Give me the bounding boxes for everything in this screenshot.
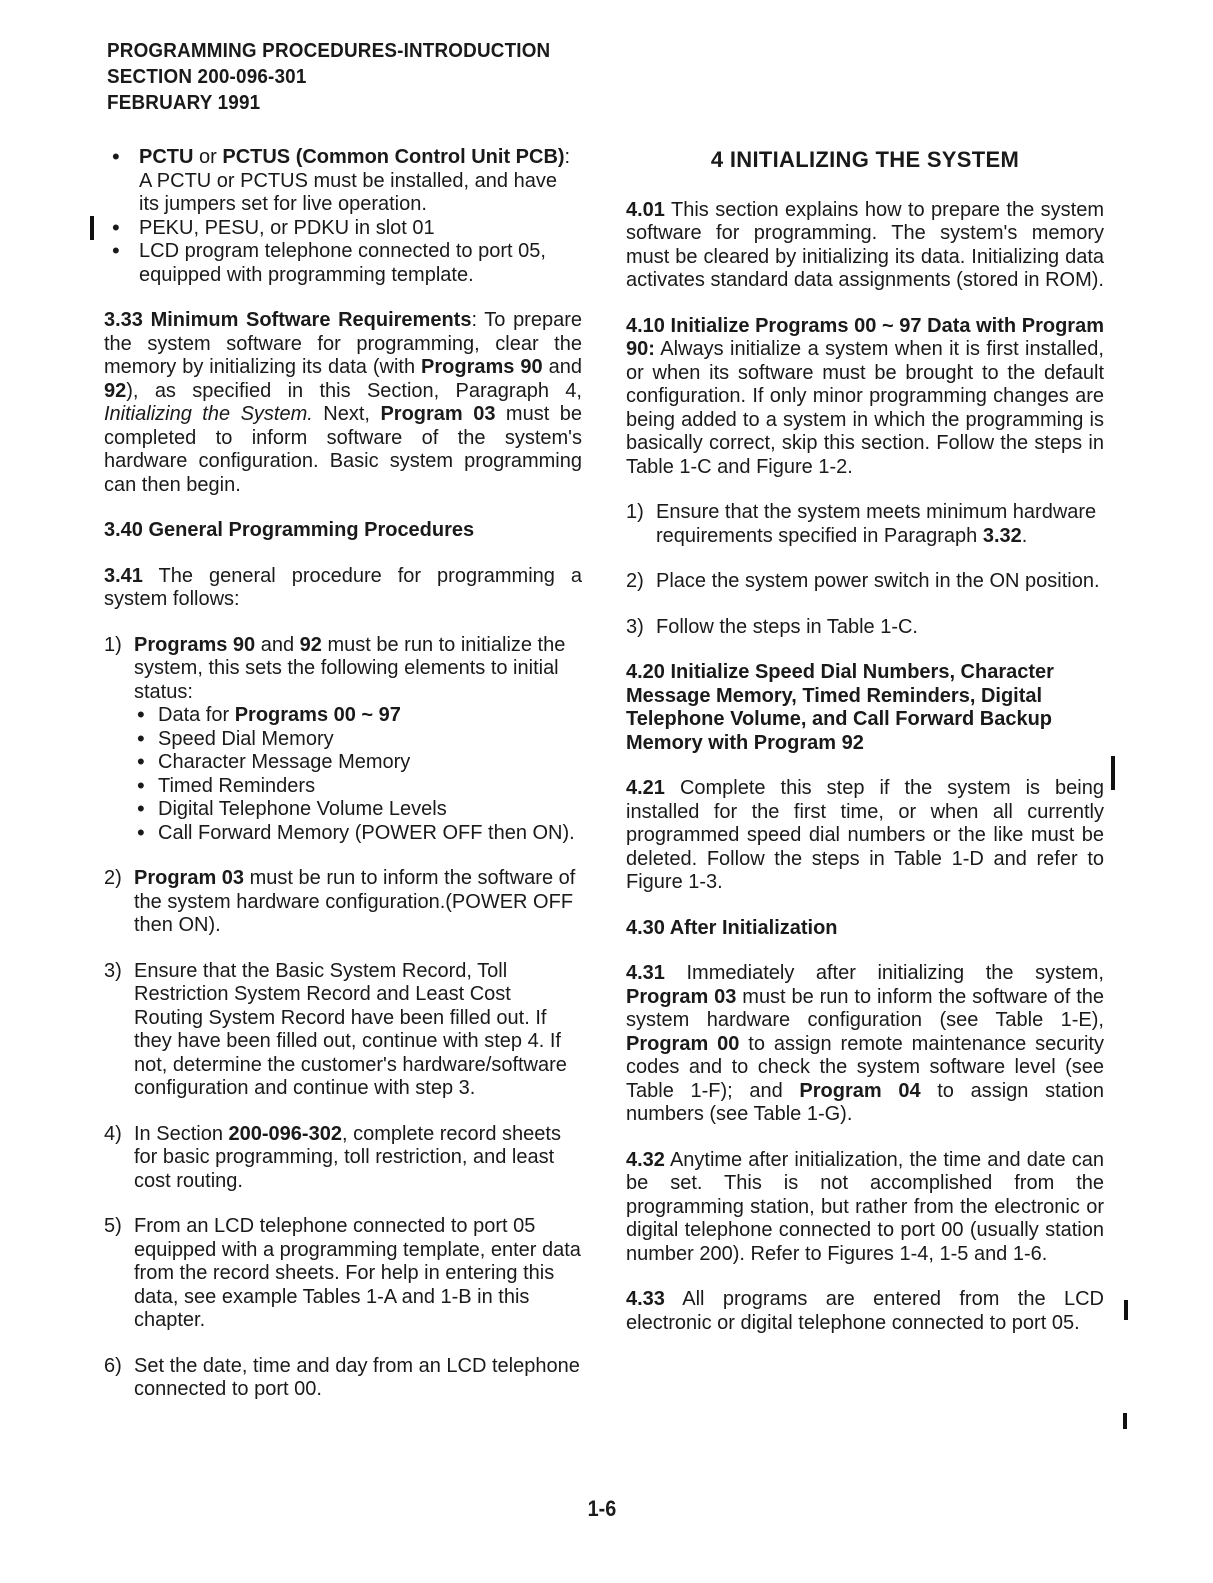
initial-elements-list <box>134 704 582 845</box>
list-item: • Speed Dial Memory <box>134 728 582 752</box>
list-item: • Data for Programs 00 ~ 97 <box>134 704 582 728</box>
step-3: 3) Ensure that the Basic System Record, Toll Restriction System Record and Least Cost Routing System Record have been filled out. If they have been filled out, continue with step 4. If not, determine the customer's hardware/software configuration and continue with step 3. <box>104 959 567 1099</box>
paragraph-4-31: 4.31 Immediately after initializing the system, Program 03 must be run to inform the software of the system hardware configuration (see Table 1-E), Program 00 to assign remote maintenance security codes and to check the system software level (see Table 1-F); and Program 04 to assign station numbers (see Table 1-G). <box>626 962 1104 1125</box>
paragraph-4-10: 4.10 Initialize Programs 00 ~ 97 Data with Program 90: Always initialize a system when it is first installed, or when its software must be brought to the default configuration. If only minor programming changes are being added to a system in which the programming is basically correct, skip this section. Follow the steps in Table 1-C and Figure 1-2. <box>626 314 1104 478</box>
paragraph-4-33: 4.33 All programs are entered from the LCD electronic or digital telephone connected to port 05. <box>626 1288 1104 1334</box>
heading-4-20: 4.20 Initialize Speed Dial Numbers, Character Message Memory, Timed Reminders, Digital Telephone Volume, and Call Forward Backup Memory with Program 92 <box>626 661 1054 754</box>
list-item: • PEKU, PESU, or PDKU in slot 01 <box>104 217 582 241</box>
list-item: • LCD program telephone connected to port 05, equipped with programming template. <box>104 240 582 287</box>
left-column <box>104 146 582 1424</box>
list-item: • Digital Telephone Volume Levels <box>134 798 582 822</box>
list-item: • Character Message Memory <box>134 751 582 775</box>
paragraph-4-32: 4.32 Anytime after initialization, the time and date can be set. This is not accomplished from the programming station, but rather from the electronic or digital telephone connected to port 00 (usually station number 200). Refer to Figures 1-4, 1-5 and 1-6. <box>626 1148 1104 1265</box>
heading-3-40: 3.40 General Programming Procedures <box>104 519 475 541</box>
init-step-3: 3) Follow the steps in Table 1-C. <box>626 615 918 638</box>
revision-bar <box>1124 1300 1128 1320</box>
right-column <box>626 146 1104 1357</box>
step-2: 2) Program 03 must be run to inform the software of the system hardware configuration.(POWER OFF then ON). <box>104 867 576 936</box>
paragraph-4-01: 4.01 This section explains how to prepare the system software for programming. The system's memory must be cleared by initializing its data. Initializing data activates standard data assignments (stored in ROM). <box>626 198 1104 291</box>
list-item: • Call Forward Memory (POWER OFF then ON). <box>134 822 582 846</box>
step-5: 5) From an LCD telephone connected to port 05 equipped with a programming template, enter data from the record sheets. For help in entering this data, see example Tables 1-A and 1-B in this chapter. <box>104 1215 581 1331</box>
init-step-1: 1) Ensure that the system meets minimum hardware requirements specified in Paragraph 3.32. <box>626 501 1097 547</box>
revision-bar <box>1123 1413 1127 1429</box>
header-title: PROGRAMMING PROCEDURES-INTRODUCTION <box>107 39 551 62</box>
header-date: FEBRUARY 1991 <box>107 91 261 114</box>
step-1: 1) Programs 90 and 92 must be run to initialize the system, this sets the following elements to initial status: • Data for Programs 00 ~ 97 • Speed Dial Memory • Character Message Memory • Timed Reminders • Digital Telephone Volume Levels • Call Forward Memory (POWER OFF then ON). <box>104 634 582 846</box>
list-item: • Timed Reminders <box>134 775 582 799</box>
step-6: 6) Set the date, time and day from an LCD telephone connected to port 00. <box>104 1354 580 1400</box>
revision-bar <box>90 216 94 240</box>
paragraph-3-41: 3.41 The general procedure for programming a system follows: <box>104 564 582 610</box>
step-4: 4) In Section 200-096-302, complete record sheets for basic programming, toll restriction, and least cost routing. <box>104 1122 561 1192</box>
page-number: 1-6 <box>587 1496 617 1521</box>
hardware-bullet-list <box>104 146 582 287</box>
list-item: • PCTU or PCTUS (Common Control Unit PCB): A PCTU or PCTUS must be installed, and have its jumpers set for live operation. <box>104 146 582 217</box>
section-title: 4 INITIALIZING THE SYSTEM <box>710 147 1020 172</box>
paragraph-4-21: 4.21 Complete this step if the system is being installed for the first time, or when all currently programmed speed dial numbers or the like must be deleted. Follow the steps in Table 1-D and refer to Figure 1-3. <box>626 777 1104 893</box>
revision-bar <box>1111 756 1115 790</box>
header-section: SECTION 200-096-301 <box>107 65 307 88</box>
paragraph-3-33: 3.33 Minimum Software Requirements: To prepare the system software for programming, clear the memory by initializing its data (with Programs 90 and 92), as specified in this Section, Paragraph 4, Initializing the System. Next, Program 03 must be completed to inform software of the system's hardware configuration. Basic system programming can then begin. <box>104 309 582 496</box>
heading-4-30: 4.30 After Initialization <box>626 916 838 939</box>
init-step-2: 2) Place the system power switch in the ON position. <box>626 570 1100 592</box>
document-header <box>107 38 550 116</box>
